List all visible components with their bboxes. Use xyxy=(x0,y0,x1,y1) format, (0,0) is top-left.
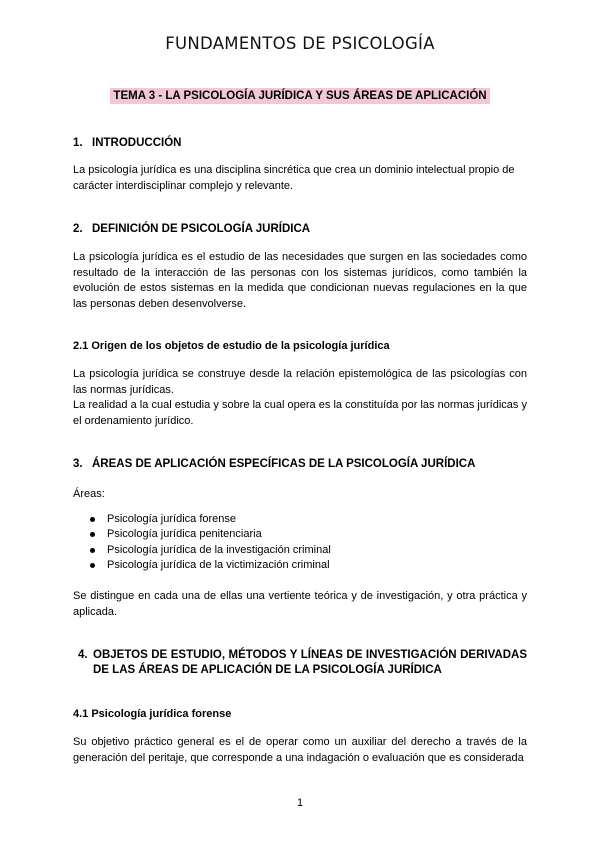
topic-title-text: TEMA 3 - LA PSICOLOGÍA JURÍDICA Y SUS ÁREAS DE APLICACIÓN xyxy=(110,88,489,104)
subsection-4-1-heading: 4.1 Psicología jurídica forense xyxy=(73,708,232,720)
section-number: 3. xyxy=(73,458,83,470)
list-item: Psicología jurídica penitenciaria xyxy=(89,527,331,542)
page-header: FUNDAMENTOS DE PSICOLOGÍA xyxy=(165,34,435,53)
section-1-heading xyxy=(73,136,181,151)
section-title: INTRODUCCIÓN xyxy=(92,137,182,149)
section-number: 2. xyxy=(73,223,83,235)
section-1-paragraph xyxy=(73,163,527,194)
topic-title xyxy=(0,86,600,104)
section-title: OBJETOS DE ESTUDIO, MÉTODOS Y LÍNEAS DE INVESTIGACIÓN DERIVADAS DE LAS ÁREAS DE APLICACIÓN DE LA PSICOLOGÍA JURÍDICA xyxy=(93,649,527,676)
areas-label: Áreas: xyxy=(73,488,105,500)
section-3-paragraph: Se distingue en cada una de ellas una vertiente teórica y de investigación, y otra práctica y aplicada. xyxy=(73,590,527,618)
section-title: DEFINICIÓN DE PSICOLOGÍA JURÍDICA xyxy=(92,223,311,235)
subsection-2-1-paragraph-2: La realidad a la cual estudia y sobre la cual opera es la constituída por las normas jurídicas y el ordenamiento jurídico. xyxy=(73,399,527,427)
section-title: ÁREAS DE APLICACIÓN ESPECÍFICAS DE LA PSICOLOGÍA JURÍDICA xyxy=(92,458,476,470)
list-item: Psicología jurídica de la victimización criminal xyxy=(89,558,331,573)
page-number: 1 xyxy=(296,797,304,809)
subsection-2-1-heading: 2.1 Origen de los objetos de estudio de la psicología jurídica xyxy=(73,340,390,352)
section-4-heading xyxy=(78,648,527,678)
list-item: Psicología jurídica forense xyxy=(89,512,331,527)
paragraph-line: carácter interdisciplinar complejo y relevante. xyxy=(73,179,294,192)
section-number: 1. xyxy=(73,137,83,149)
section-2-paragraph: La psicología jurídica es el estudio de las necesidades que surgen en las sociedades como resultado de la interacción de las personas con los sistemas jurídicos, como también la evolución de estos sistemas en la medida que condicionan nuevas regulaciones en la que las personas deben desenvolverse. xyxy=(73,251,527,310)
list-item: Psicología jurídica de la investigación criminal xyxy=(89,543,331,558)
section-3-heading xyxy=(73,457,475,472)
paragraph-line: La psicología jurídica es una disciplina sincrética que crea un dominio intelectual propio de xyxy=(73,164,515,176)
section-number: 4. xyxy=(78,649,88,661)
areas-list xyxy=(89,512,331,574)
subsection-2-1-paragraph-1: La psicología jurídica se construye desde la relación epistemológica de las psicologías con las normas jurídicas. xyxy=(73,368,527,396)
section-2-heading xyxy=(73,222,310,237)
subsection-4-1-paragraph: Su objetivo práctico general es el de operar como un auxiliar del derecho a través de la generación del peritaje, que corresponde a una indagación o evaluación que es considerada xyxy=(73,736,527,764)
